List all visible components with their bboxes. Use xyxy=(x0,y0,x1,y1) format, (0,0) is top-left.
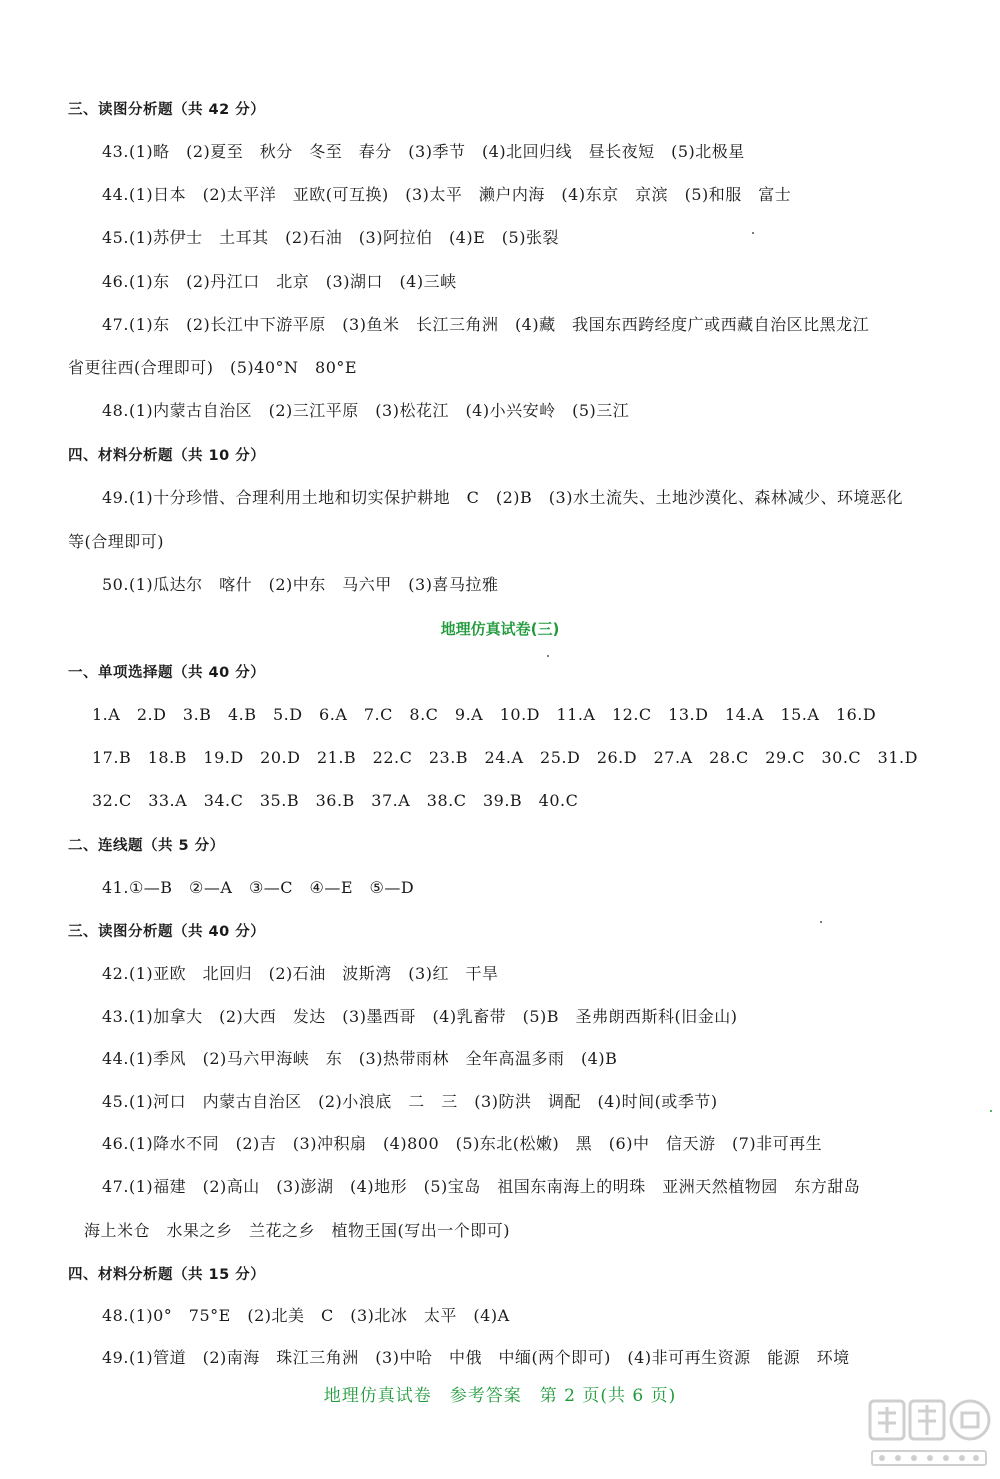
choice-answers-row-2: 17.B 18.B 19.D 20.D 21.B 22.C 23.B 24.A 25.D 26.D 27.A 28.C 29.C 30.C 31.D xyxy=(92,748,918,767)
answer-q47: 47.(1)东 (2)长江中下游平原 (3)鱼米 长江三角洲 (4)藏 我国东西跨经度广或西藏自治区比黑龙江 xyxy=(102,315,870,334)
scan-speck xyxy=(752,232,754,234)
answer-q44: 44.(1)季风 (2)马六甲海峡 东 (3)热带雨林 全年高温多雨 (4)B xyxy=(102,1049,618,1068)
answer-q43: 43.(1)略 (2)夏至 秋分 冬至 春分 (3)季节 (4)北回归线 昼长夜短 (5)北极星 xyxy=(102,142,745,161)
scan-speck xyxy=(820,921,822,923)
answer-q43: 43.(1)加拿大 (2)大西 发达 (3)墨西哥 (4)乳畜带 (5)B 圣弗朗西斯科(旧金山) xyxy=(102,1007,738,1026)
section-title-reading-analysis: 三、读图分析题（共 40 分） xyxy=(68,924,266,940)
answer-q49: 49.(1)管道 (2)南海 珠江三角洲 (3)中哈 中俄 中缅(两个即可) (4)非可再生资源 能源 环境 xyxy=(102,1348,850,1367)
section-title-material-analysis: 四、材料分析题（共 10 分） xyxy=(68,448,266,464)
answer-q48: 48.(1)内蒙古自治区 (2)三江平原 (3)松花江 (4)小兴安岭 (5)三江 xyxy=(102,401,630,420)
answer-q46: 46.(1)东 (2)丹江口 北京 (3)湖口 (4)三峡 xyxy=(102,272,457,291)
answer-q41: 41.①—B ②—A ③—C ④—E ⑤—D xyxy=(102,878,415,897)
answer-q47-continued: 海上米仓 水果之乡 兰花之乡 植物王国(写出一个即可) xyxy=(84,1221,510,1240)
answer-q47-continued: 省更往西(合理即可) (5)40°N 80°E xyxy=(68,358,358,377)
answer-q49-continued: 等(合理即可) xyxy=(68,532,164,551)
scan-speck xyxy=(990,1110,992,1112)
section-title-single-choice: 一、单项选择题（共 40 分） xyxy=(68,665,266,681)
answer-q45: 45.(1)苏伊士 土耳其 (2)石油 (3)阿拉伯 (4)E (5)张裂 xyxy=(102,228,559,247)
scan-speck xyxy=(547,655,549,657)
answer-q47: 47.(1)福建 (2)高山 (3)澎湖 (4)地形 (5)宝岛 祖国东南海上的明珠 亚洲天然植物园 东方甜岛 xyxy=(102,1177,861,1196)
answer-q50: 50.(1)瓜达尔 喀什 (2)中东 马六甲 (3)喜马拉雅 xyxy=(102,575,499,594)
answer-q42: 42.(1)亚欧 北回归 (2)石油 波斯湾 (3)红 干旱 xyxy=(102,964,499,983)
paper-title: 地理仿真试卷(三) xyxy=(440,620,560,638)
answer-q48: 48.(1)0° 75°E (2)北美 C (3)北冰 太平 (4)A xyxy=(102,1306,510,1325)
choice-answers-row-1: 1.A 2.D 3.B 4.B 5.D 6.A 7.C 8.C 9.A 10.D 11.A 12.C 13.D 14.A 15.A 16.D xyxy=(92,705,877,724)
choice-answers-row-3: 32.C 33.A 34.C 35.B 36.B 37.A 38.C 39.B 40.C xyxy=(92,791,579,810)
section-title-material-analysis: 四、材料分析题（共 15 分） xyxy=(68,1267,266,1283)
watermark-logo xyxy=(864,1395,994,1473)
answer-q45: 45.(1)河口 内蒙古自治区 (2)小浪底 二 三 (3)防洪 调配 (4)时间(或季节) xyxy=(102,1092,718,1111)
section-title-reading-analysis: 三、读图分析题（共 42 分） xyxy=(68,102,266,118)
answer-q44: 44.(1)日本 (2)太平洋 亚欧(可互换) (3)太平 濑户内海 (4)东京 京滨 (5)和服 富士 xyxy=(102,185,792,204)
page-footer: 地理仿真试卷 参考答案 第 2 页(共 6 页) xyxy=(323,1386,677,1406)
answer-q49: 49.(1)十分珍惜、合理利用土地和切实保护耕地 C (2)B (3)水土流失、土地沙漠化、森林减少、环境恶化 xyxy=(102,488,903,507)
answer-q46: 46.(1)降水不同 (2)吉 (3)冲积扇 (4)800 (5)东北(松嫩) 黑 (6)中 信天游 (7)非可再生 xyxy=(102,1134,823,1153)
section-title-matching: 二、连线题（共 5 分） xyxy=(68,838,225,854)
